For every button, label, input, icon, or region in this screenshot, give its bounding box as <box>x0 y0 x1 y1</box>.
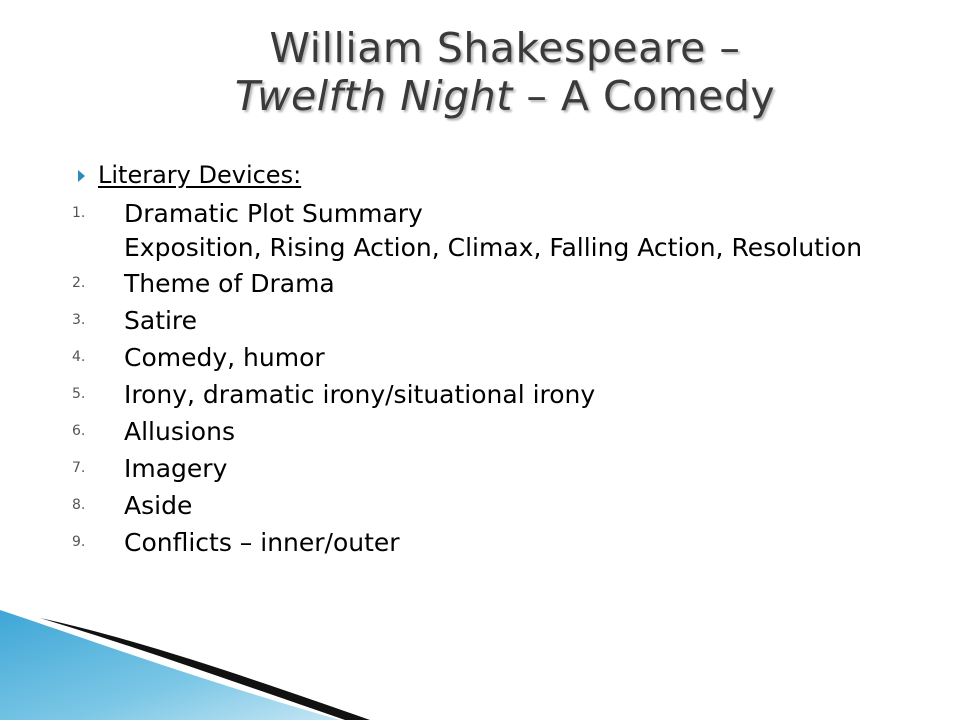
list-item <box>72 379 872 410</box>
list-item <box>72 305 872 336</box>
list-item-number: 1. <box>72 205 86 221</box>
triangle-bullet-icon <box>78 170 85 182</box>
list-item-text: Irony, dramatic irony/situational irony <box>124 380 596 409</box>
list-item-number: 5. <box>72 386 86 402</box>
title-line-2 <box>110 72 900 120</box>
list-item <box>72 490 872 521</box>
list-item-text: Allusions <box>124 417 235 446</box>
title-genre: – A Comedy <box>512 72 776 120</box>
slide-title <box>110 24 900 120</box>
list-item-number: 7. <box>72 460 86 476</box>
list-item <box>72 268 872 299</box>
section-heading <box>72 160 872 198</box>
slide-content <box>72 160 872 564</box>
list-item <box>72 342 872 373</box>
list-item <box>72 527 872 558</box>
title-line-1: William Shakespeare – <box>269 24 741 72</box>
heading-label: Literary Devices <box>98 161 294 189</box>
list-item <box>72 453 872 484</box>
list-item-number: 6. <box>72 423 86 439</box>
device-list <box>72 198 872 558</box>
list-item <box>72 198 872 262</box>
list-item-text: Theme of Drama <box>124 269 335 298</box>
list-item-text: Satire <box>124 306 198 335</box>
list-item-text: Dramatic Plot Summary <box>124 199 423 228</box>
heading-suffix: : <box>293 161 302 189</box>
section-heading-text <box>98 160 301 190</box>
list-item-number: 3. <box>72 312 86 328</box>
list-item-number: 8. <box>72 497 86 513</box>
list-item-number: 2. <box>72 275 86 291</box>
list-item-text: Conflicts – inner/outer <box>124 528 400 557</box>
list-item-number: 4. <box>72 349 86 365</box>
decorative-swoosh <box>0 600 420 720</box>
list-item <box>72 416 872 447</box>
swoosh-blue-band <box>0 610 340 720</box>
list-item-text: Imagery <box>124 454 228 483</box>
list-item-text: Aside <box>124 491 193 520</box>
list-item-subtext: Exposition, Rising Action, Climax, Falling Action, Resolution <box>124 233 863 262</box>
list-item-text: Comedy, humor <box>124 343 325 372</box>
list-item-number: 9. <box>72 534 86 550</box>
title-play-name: Twelfth Night <box>234 72 513 120</box>
